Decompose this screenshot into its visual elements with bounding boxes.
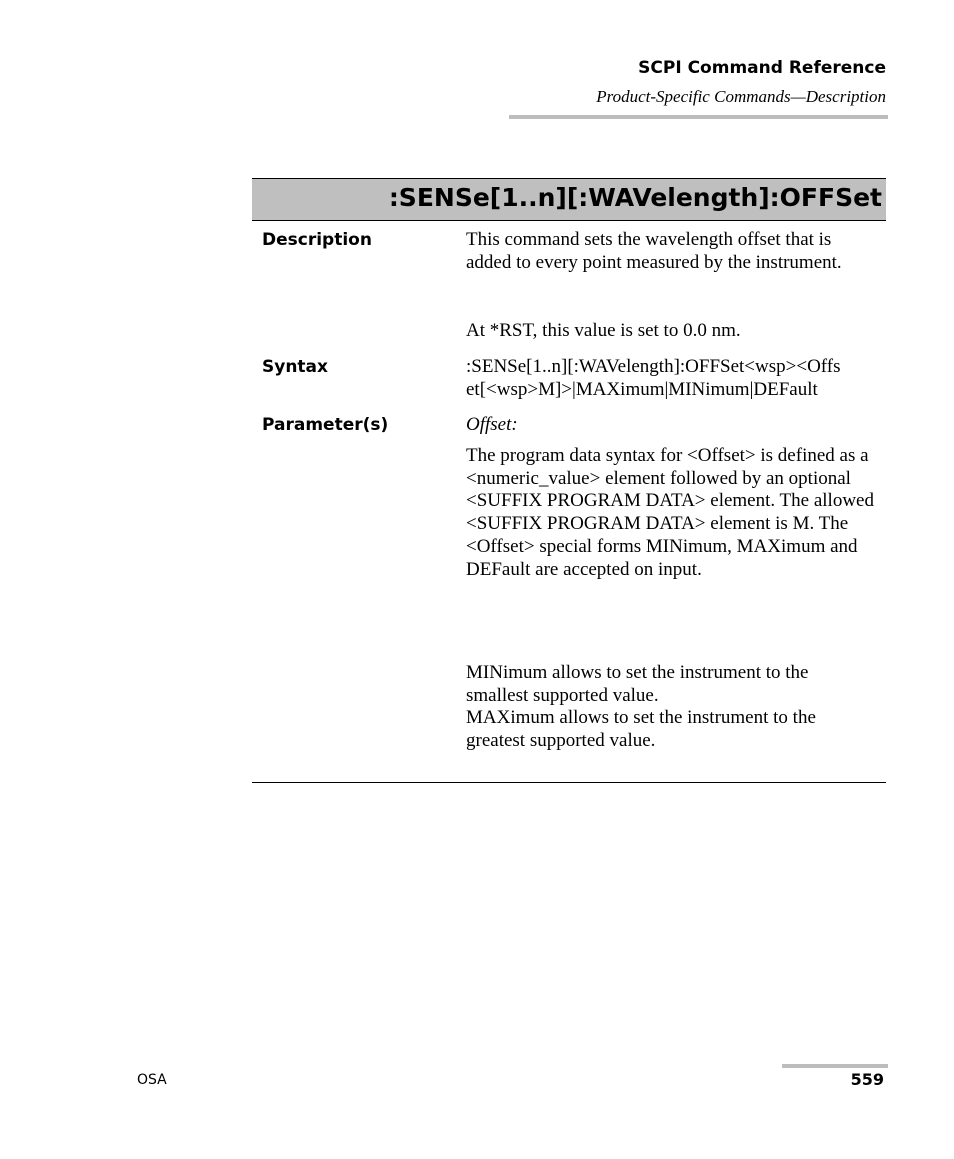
rst-note-text: At *RST, this value is set to 0.0 nm.	[466, 320, 741, 341]
parameter-name: Offset:	[466, 414, 518, 435]
description-label: Description	[262, 230, 372, 250]
running-header-title: SCPI Command Reference	[638, 58, 886, 78]
syntax-label: Syntax	[262, 357, 328, 377]
parameter-description	[466, 445, 878, 581]
syntax-line-1: :SENSe[1..n][:WAVelength]:OFFSet<wsp><Offs	[466, 356, 841, 377]
footer-divider	[782, 1064, 888, 1068]
parameters-label: Parameter(s)	[262, 415, 389, 435]
parameter-paragraph: The program data syntax for <Offset> is defined as a <numeric_value> element followed by an optional <SUFFIX PROGRAM DATA> element. The allowed <SUFFIX PROGRAM DATA> element is M. The <Offset> special forms MINimum, MAXimum and DEFault are accepted on input.	[466, 445, 874, 580]
running-header-subtitle: Product-Specific Commands—Description	[596, 87, 886, 106]
table-bottom-rule	[252, 782, 886, 783]
header-divider	[509, 115, 888, 119]
rst-note	[466, 320, 886, 343]
minimum-description: MINimum allows to set the instrument to the smallest supported value.	[466, 662, 809, 706]
syntax-line-2: et[<wsp>M]>|MAXimum|MINimum|DEFault	[466, 378, 818, 400]
description-text	[466, 229, 881, 274]
parameter-forms	[466, 662, 861, 753]
description-paragraph: This command sets the wavelength offset that is added to every point measured by the instrument.	[466, 229, 842, 273]
syntax-text	[466, 356, 886, 401]
command-title: :SENSe[1..n][:WAVelength]:OFFSet	[388, 183, 882, 212]
footer-product: OSA	[137, 1072, 167, 1088]
maximum-description: MAXimum allows to set the instrument to the greatest supported value.	[466, 707, 816, 752]
page-number: 559	[850, 1070, 884, 1089]
command-title-bar	[252, 178, 886, 221]
